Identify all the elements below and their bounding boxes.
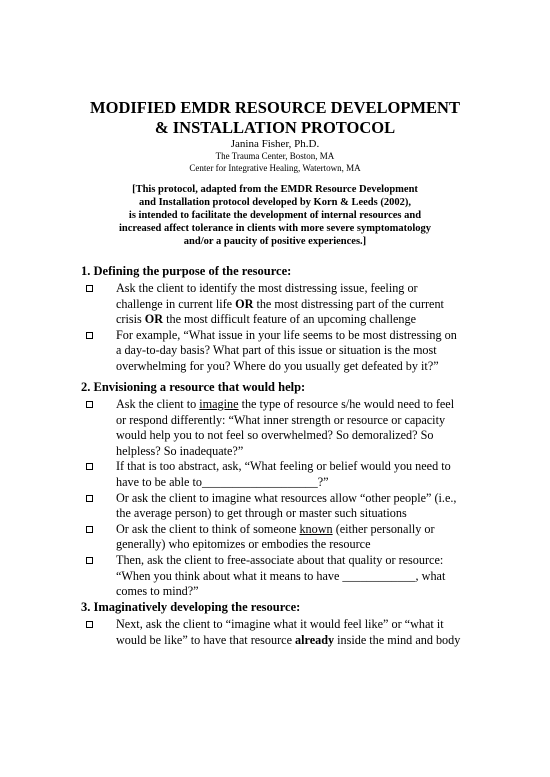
intro-line-1: [This protocol, adapted from the EMDR Resource Development: [132, 184, 418, 195]
document-title-line-2: & INSTALLATION PROTOCOL: [154, 118, 396, 137]
bullet-line: [116, 491, 481, 507]
text-run: would help you to not feel so overwhelmed? So demoralized? So: [116, 428, 434, 443]
checkbox-bullet-icon: [86, 526, 93, 533]
bullet-line: [116, 506, 481, 522]
bullet-line: [116, 633, 481, 649]
intro-line-5: and/or a paucity of positive experiences.]: [183, 236, 367, 247]
bullet-item: [81, 459, 481, 490]
text-run: the type of resource s/he would need to feel: [238, 397, 455, 411]
bullet-item: [81, 522, 481, 553]
author-name: Janina Fisher, Ph.D.: [230, 138, 320, 150]
bullet-line: [116, 459, 481, 475]
text-run: Or ask the client to think of someone: [116, 521, 300, 536]
text-run: “When you think about what it means to have ____________, what: [116, 568, 446, 583]
text-run: the average person) to get through or master such situations: [116, 506, 407, 521]
bullet-line: [116, 359, 481, 375]
bullet-line: [116, 475, 481, 491]
bullet-line: [116, 522, 481, 538]
text-run: the most difficult feature of an upcoming challenge: [163, 312, 416, 327]
intro-line-4: increased affect tolerance in clients with more severe symptomatology: [118, 223, 431, 234]
bullet-line: [116, 428, 481, 444]
bullet-item: [81, 553, 481, 600]
bullet-line: [116, 444, 481, 460]
text-run: comes to mind?”: [116, 584, 199, 599]
text-run: a day-to-day basis? What part of this issue or situation is the most: [116, 343, 437, 358]
checkbox-bullet-icon: [86, 495, 93, 502]
bullet-item: [81, 328, 481, 375]
bullet-line: [116, 584, 481, 600]
intro-line-3: is intended to facilitate the development of internal resources and: [128, 210, 422, 221]
checkbox-bullet-icon: [86, 285, 93, 292]
bullet-line: [116, 343, 481, 359]
text-run: (either personally or: [332, 521, 435, 536]
text-run: inside the mind and body: [334, 632, 461, 647]
checkbox-bullet-icon: [86, 621, 93, 628]
text-run: challenge in current life: [116, 296, 236, 311]
text-run: crisis: [116, 312, 145, 327]
text-run: Ask the client to identify the most distressing issue, feeling or: [116, 281, 418, 295]
text-run: For example, “What issue in your life seems to be most distressing on: [116, 327, 457, 342]
bullet-line: [116, 312, 481, 328]
underlined-emphasis: known: [299, 521, 333, 536]
affiliation-1: The Trauma Center, Boston, MA: [215, 151, 335, 161]
bullet-line: [116, 537, 481, 553]
checkbox-bullet-icon: [86, 401, 93, 408]
text-run: Then, ask the client to free-associate about that quality or resource:: [116, 552, 444, 567]
bullet-line: [116, 328, 481, 344]
text-run: Ask the client to: [116, 397, 200, 411]
text-run: Next, ask the client to “imagine what it would feel like” or “what it: [116, 617, 444, 631]
bullet-item: [81, 491, 481, 522]
bullet-item: [81, 617, 481, 648]
checkbox-bullet-icon: [86, 332, 93, 339]
text-run: If that is too abstract, ask, “What feeling or belief would you need to: [116, 459, 451, 474]
section-heading: 1. Defining the purpose of the resource:: [81, 264, 292, 278]
intro-line-2: and Installation protocol developed by Korn & Leeds (2002),: [139, 197, 411, 208]
affiliation-2: Center for Integrative Healing, Watertown, MA: [189, 163, 361, 173]
text-run: have to be able to___________________?”: [116, 474, 329, 489]
checkbox-bullet-icon: [86, 463, 93, 470]
section-defining-purpose: [81, 264, 481, 375]
text-run: helpless? So inadequate?”: [116, 443, 244, 458]
bullet-line: [116, 281, 481, 297]
section-envisioning-resource: [81, 380, 481, 600]
text-run: the most distressing part of the current: [253, 296, 444, 311]
bold-emphasis: OR: [235, 296, 254, 311]
bullet-line: [116, 553, 481, 569]
bullet-line: [116, 413, 481, 429]
bullet-item: [81, 281, 481, 328]
text-run: Or ask the client to imagine what resources allow “other people” (i.e.,: [116, 490, 457, 505]
bold-emphasis: OR: [144, 312, 164, 327]
underlined-emphasis: imagine: [199, 397, 239, 411]
text-run: generally) who epitomizes or embodies the resource: [116, 537, 371, 552]
bullet-line: [116, 569, 481, 585]
document-title-line-1: MODIFIED EMDR RESOURCE DEVELOPMENT: [90, 98, 460, 117]
bullet-line: [116, 297, 481, 313]
section-heading: 2. Envisioning a resource that would help:: [81, 380, 306, 394]
bold-emphasis: already: [295, 632, 335, 647]
bullet-line: [116, 397, 481, 413]
bullet-item: [81, 397, 481, 459]
bullet-line: [116, 617, 481, 633]
section-imaginatively-developing: [81, 600, 481, 648]
text-run: overwhelming for you? Where do you usually get defeated by it?”: [116, 358, 439, 373]
text-run: or respond differently: “What inner strength or resource or capacity: [116, 412, 446, 427]
text-run: would be like” to have that resource: [116, 632, 296, 647]
section-heading: 3. Imaginatively developing the resource:: [81, 600, 301, 614]
checkbox-bullet-icon: [86, 557, 93, 564]
